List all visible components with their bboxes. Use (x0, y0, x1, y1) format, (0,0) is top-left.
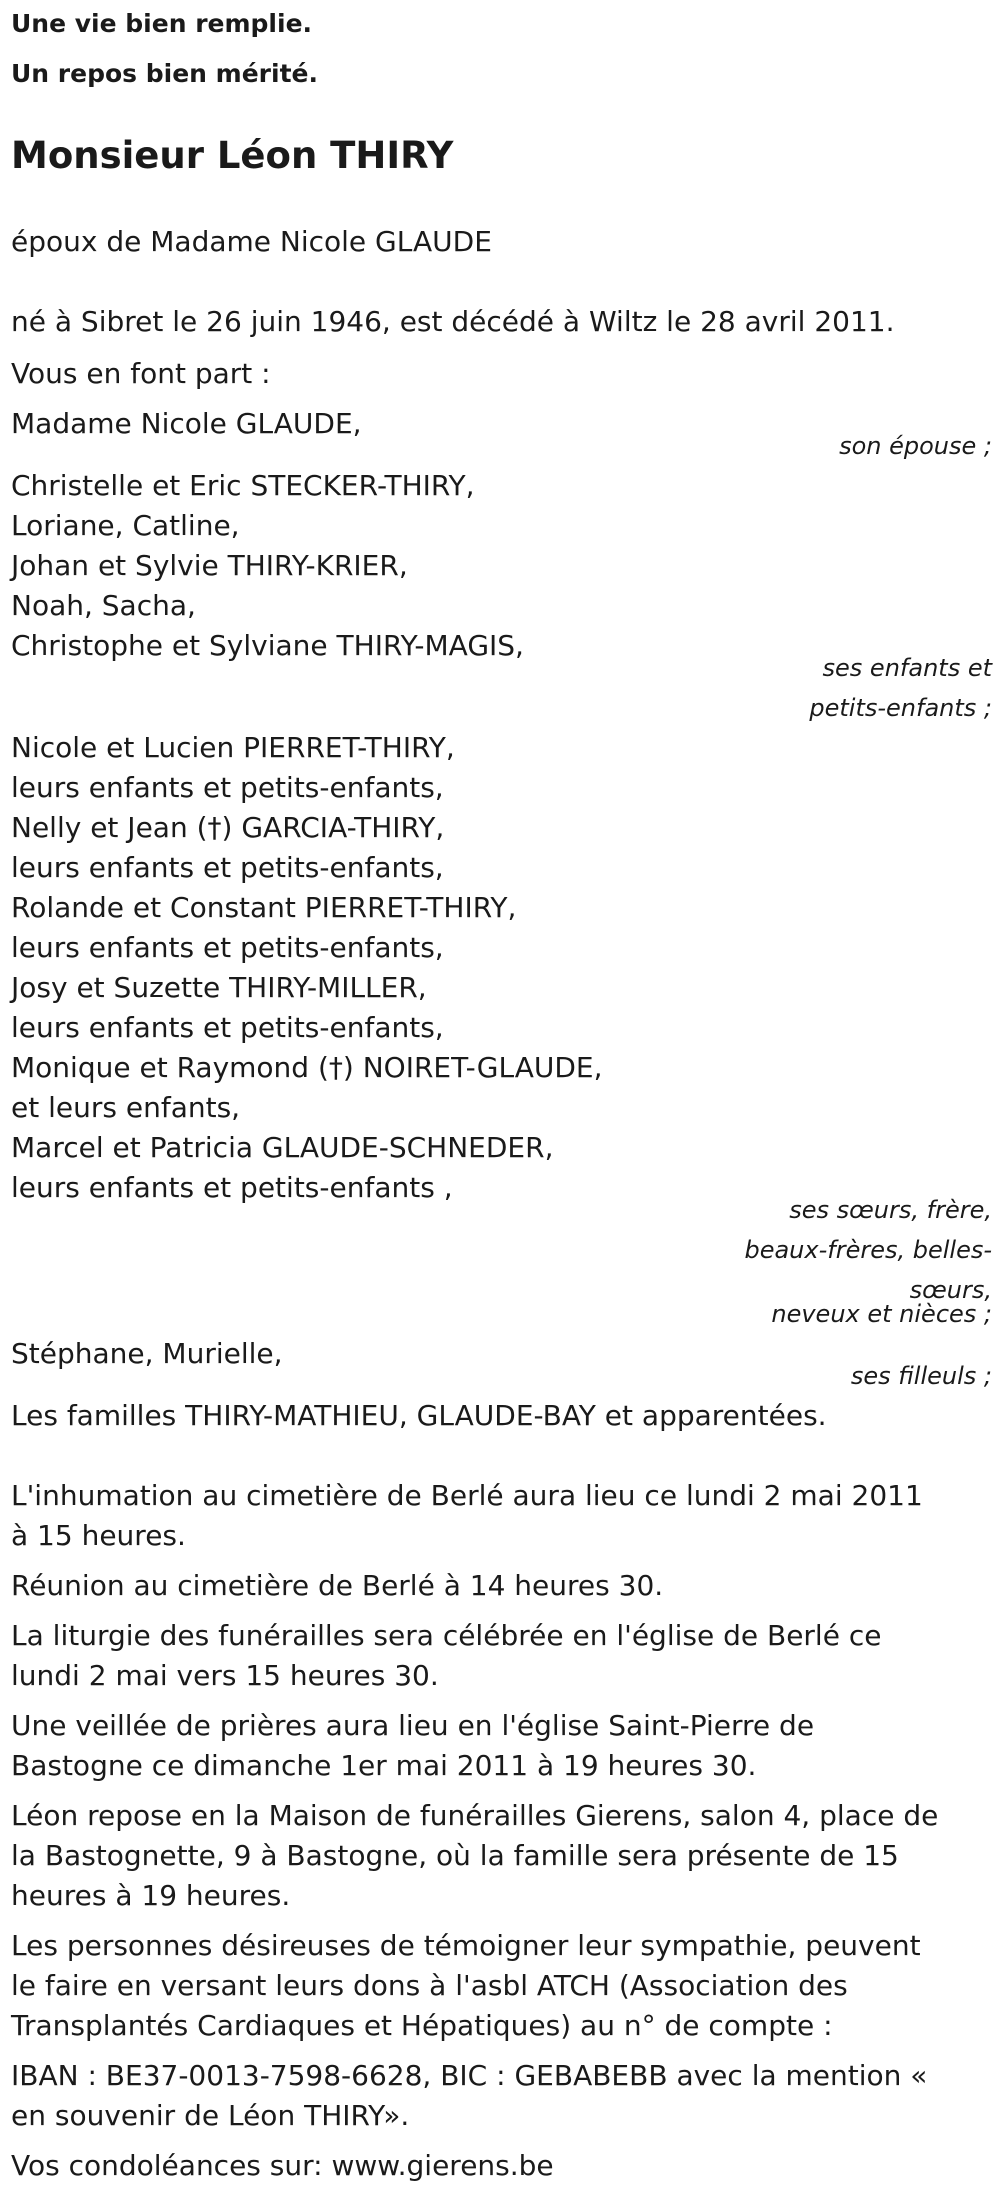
child-entry: Loriane, Catline, (11, 509, 240, 542)
child-entry: Noah, Sacha, (11, 589, 196, 622)
vigil-info: Une veillée de prières aura lieu en l'église Saint-Pierre de Bastogne ce dimanche 1er mai 2011 à 19 heures 30. (11, 1709, 815, 1782)
bank-info: IBAN : BE37-0013-7598-6628, BIC : GEBABEBB avec la mention « en souvenir de Léon THIRY». (11, 2059, 928, 2132)
siblings-relation: beaux-frères, belles-sœurs, (744, 1236, 992, 1304)
sibling-entry: Monique et Raymond (†) NOIRET-GLAUDE, (11, 1051, 603, 1084)
spouse-relation: son épouse ; (839, 432, 992, 460)
families-line: Les familles THIRY-MATHIEU, GLAUDE-BAY et apparentées. (11, 1399, 827, 1432)
motto-line-1: Une vie bien remplie. (11, 9, 313, 38)
children-relation: petits-enfants ; (809, 694, 992, 722)
child-entry: Christelle et Eric STECKER-THIRY, (11, 469, 475, 502)
meeting-info: Réunion au cimetière de Berlé à 14 heures 30. (11, 1569, 664, 1602)
sibling-entry: Rolande et Constant PIERRET-THIRY, (11, 891, 517, 924)
siblings-relation: ses sœurs, frère, (789, 1196, 992, 1224)
child-entry: Christophe et Sylviane THIRY-MAGIS, (11, 629, 524, 662)
sibling-entry: leurs enfants et petits-enfants , (11, 1171, 453, 1204)
children-relation: ses enfants et (822, 654, 992, 682)
sibling-entry: leurs enfants et petits-enfants, (11, 771, 444, 804)
godchildren: Stéphane, Murielle, (11, 1337, 283, 1370)
announcement: Vous en font part : (11, 357, 271, 390)
condolences-info: Vos condoléances sur: www.gierens.be (11, 2149, 554, 2182)
burial-info: L'inhumation au cimetière de Berlé aura lieu ce lundi 2 mai 2011 à 15 heures. (11, 1479, 923, 1552)
donation-info: Les personnes désireuses de témoigner leur sympathie, peuvent le faire en versant leurs dons à l'asbl ATCH (Association des Transplantés Cardiaques et Hépatiques) au n° de compte : (11, 1929, 921, 2042)
sibling-entry: leurs enfants et petits-enfants, (11, 1011, 444, 1044)
spouse-name: Madame Nicole GLAUDE, (11, 407, 362, 440)
child-entry: Johan et Sylvie THIRY-KRIER, (11, 549, 408, 582)
repose-info: Léon repose en la Maison de funérailles Gierens, salon 4, place de la Bastognette, 9 à Bastogne, où la famille sera présente de 15 heures à 19 heures. (11, 1799, 939, 1912)
sibling-entry: Nicole et Lucien PIERRET-THIRY, (11, 731, 455, 764)
sibling-entry: Marcel et Patricia GLAUDE-SCHNEDER, (11, 1131, 554, 1164)
siblings-relation: neveux et nièces ; (771, 1300, 992, 1328)
sibling-entry: leurs enfants et petits-enfants, (11, 931, 444, 964)
sibling-entry: Nelly et Jean (†) GARCIA-THIRY, (11, 811, 445, 844)
sibling-entry: leurs enfants et petits-enfants, (11, 851, 444, 884)
sibling-entry: et leurs enfants, (11, 1091, 241, 1124)
godchildren-relation: ses filleuls ; (850, 1362, 992, 1390)
motto-line-2: Un repos bien mérité. (11, 59, 318, 88)
sibling-entry: Josy et Suzette THIRY-MILLER, (11, 971, 427, 1004)
spouse-line: époux de Madame Nicole GLAUDE (11, 225, 492, 258)
birth-death-line: né à Sibret le 26 juin 1946, est décédé à Wiltz le 28 avril 2011. (11, 305, 895, 338)
liturgy-info: La liturgie des funérailles sera célébrée en l'église de Berlé ce lundi 2 mai vers 15 heures 30. (11, 1619, 882, 1692)
deceased-name: Monsieur Léon THIRY (11, 134, 454, 177)
